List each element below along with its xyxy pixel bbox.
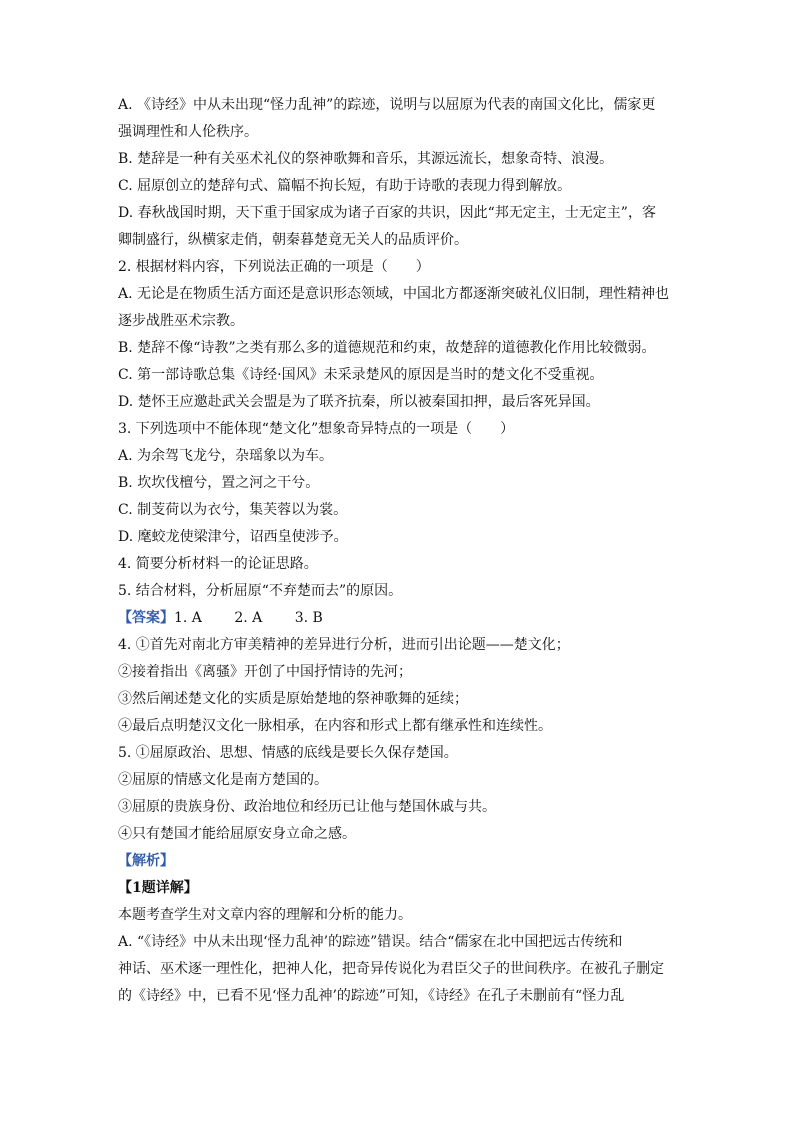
question-5: 5. 结合材料，分析屈原“不弃楚而去”的原因。: [118, 583, 403, 599]
detail-label: 【1题详解】: [118, 880, 198, 896]
text-line: B. 楚辞是一种有关巫术礼仪的祭神歌舞和音乐，其源远流长，想象奇特、浪漫。: [118, 151, 614, 167]
text-line: C. 第一部诗歌总集《诗经·国风》未采录楚风的原因是当时的楚文化不受重视。: [118, 367, 604, 383]
text-line: ②接着指出《离骚》开创了中国抒情诗的先河；: [118, 664, 412, 680]
text-line: D. 楚怀王应邀赴武关会盟是为了联齐抗秦，所以被秦国扣押，最后客死异国。: [118, 394, 600, 410]
text-line: 4. ①首先对南北方审美精神的差异进行分析，进而引出论题——楚文化；: [118, 637, 570, 653]
text-line: ③然后阐述楚文化的实质是原始楚地的祭神歌舞的延续；: [118, 691, 468, 707]
text-line: C. 制芰荷以为衣兮，集芙蓉以为裳。: [118, 502, 348, 518]
answer-line: [118, 605, 678, 632]
text-line: A. “《诗经》中从未出现‘怪力乱神’的踪迹”错误。结合“儒家在北中国把远古传统和: [118, 934, 623, 950]
text-line: ③屈原的贵族身份、政治地位和经历已让他与楚国休戚与共。: [118, 799, 496, 815]
text-line: ④最后点明楚汉文化一脉相承，在内容和形式上都有继承性和连续性。: [118, 718, 552, 734]
question-3: 3. 下列选项中不能体现“楚文化”想象奇异特点的一项是（ ）: [118, 421, 515, 437]
question-4: 4. 简要分析材料一的论证思路。: [118, 556, 318, 572]
text-line: B. 坎坎伐檀兮，置之河之干兮。: [118, 475, 320, 491]
text-line: A. 《诗经》中从未出现“怪力乱神”的踪迹，说明与以屈原为代表的南国文化比，儒家更: [118, 97, 656, 113]
text-line: ②屈原的情感文化是南方楚国的。: [118, 772, 328, 788]
answer-text: 1. A 2. A 3. B: [174, 610, 323, 626]
analysis-label: 【解析】: [118, 853, 174, 869]
text-line: A. 为余驾飞龙兮，杂瑶象以为车。: [118, 448, 334, 464]
text-line: D. 春秋战国时期，天下重于国家成为诸子百家的共识，因此“邦无定主，士无定主”，客: [118, 205, 656, 221]
question-2: 2. 根据材料内容，下列说法正确的一项是（ ）: [118, 259, 430, 275]
text-line: A. 无论是在物质生活方面还是意识形态领域，中国北方都逐渐突破礼仪旧制，理性精神也: [118, 286, 670, 302]
text-line: 本题考查学生对文章内容的理解和分析的能力。: [118, 907, 412, 923]
text-line: 神话、巫术逐一理性化，把神人化，把奇异传说化为君臣父子的世间秩序。在被孔子删定: [118, 961, 664, 977]
text-line: D. 麾蛟龙使梁津兮，诏西皇使涉予。: [118, 529, 348, 545]
text-line: B. 楚辞不像“诗教”之类有那么多的道德规范和约束，故楚辞的道德教化作用比较微弱。: [118, 340, 656, 356]
text-line: 强调理性和人伦秩序。: [118, 124, 258, 140]
text-line: 逐步战胜巫术宗教。: [118, 313, 244, 329]
text-line: C. 屈原创立的楚辞句式、篇幅不拘长短，有助于诗歌的表现力得到解放。: [118, 178, 572, 194]
text-line: ④只有楚国才能给屈原安身立命之感。: [118, 826, 356, 842]
answer-label: 【答案】: [118, 610, 174, 626]
text-line: 的《诗经》中，已看不见‘怪力乱神’的踪迹”可知，《诗经》在孔子未删前有“怪力乱: [118, 988, 625, 1004]
document-body: [118, 92, 678, 1010]
text-line: 5. ①屈原政治、思想、情感的底线是要长久保存楚国。: [118, 745, 458, 761]
text-line: 卿制盛行，纵横家走俏，朝秦暮楚竟无关人的品质评价。: [118, 232, 468, 248]
